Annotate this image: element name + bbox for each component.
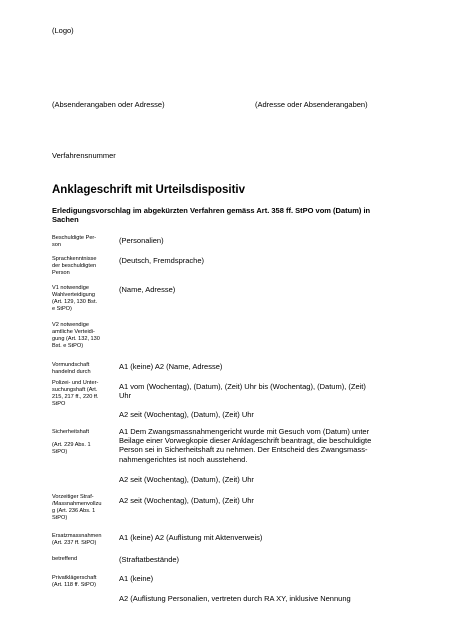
row-label: Vormundschaft handelnd durch xyxy=(52,362,91,375)
row-value: (Straftatbestände) xyxy=(119,555,180,564)
row-label: V1 notwendige Wahlverteidigung (Art. 129, 130 Bst. e StPO) xyxy=(52,285,98,312)
row-value: (Personalien) xyxy=(119,236,164,245)
logo-placeholder: (Logo) xyxy=(52,26,74,35)
row-value: (Deutsch, Fremdsprache) xyxy=(119,256,205,265)
row-value: A2 (Auflistung Personalien, vertreten durch RA XY, inklusive Nennung xyxy=(119,594,351,603)
row-value: (Name, Adresse) xyxy=(119,285,176,294)
row-value: A2 seit (Wochentag), (Datum), (Zeit) Uhr xyxy=(119,496,254,505)
row-value: A2 seit (Wochentag), (Datum), (Zeit) Uhr xyxy=(119,475,254,484)
row-label: Ersatzmassnahmen (Art. 237 ff. StPO) xyxy=(52,533,102,546)
sender-right: (Adresse oder Absenderangaben) xyxy=(255,100,368,109)
row-value: A1 vom (Wochentag), (Datum), (Zeit) Uhr bis (Wochentag), (Datum), (Zeit) Uhr xyxy=(119,382,366,401)
document-title: Anklageschrift mit Urteilsdispositiv xyxy=(52,184,245,196)
row-label: Sprachkenntnisse der beschuldigten Person xyxy=(52,256,97,276)
document-subtitle: Erledigungsvorschlag im abgekürzten Verfahren gemäss Art. 358 ff. StPO vom (Datum) in Sachen xyxy=(52,206,371,224)
row-label: Beschuldigte Per- son xyxy=(52,235,97,248)
row-label: V2 notwendige amtliche Verteidi- gung (Art. 132, 130 Bst. e StPO) xyxy=(52,322,100,349)
row-value: A1 Dem Zwangsmassnahmengericht wurde mit Gesuch vom (Datum) unter Beilage einer Vorwegkopie dieser Anklageschrift beantragt, die beschuldigte Person sei in Sicherheitshaft zu nehmen. Der Entscheid des Zwangsmass- nahmengerichtes ist noch ausstehend. xyxy=(119,427,372,464)
row-label: betreffend xyxy=(52,556,78,562)
sender-left: (Absenderangaben oder Adresse) xyxy=(52,100,165,109)
row-label: (Art. 229 Abs. 1 StPO) xyxy=(52,442,91,455)
row-value: A1 (keine) A2 (Auflistung mit Aktenverweis) xyxy=(119,533,263,542)
row-value: A2 seit (Wochentag), (Datum), (Zeit) Uhr xyxy=(119,410,254,419)
row-label: Sicherheitshaft xyxy=(52,429,90,435)
row-label: Vorzeitiger Straf- /Massnahmenvollzu g (Art. 236 Abs. 1 StPO) xyxy=(52,494,102,521)
case-number: Verfahrensnummer xyxy=(52,151,116,160)
row-label: Privatklägerschaft (Art. 118 ff. StPO) xyxy=(52,575,97,588)
row-value: A1 (keine) xyxy=(119,574,154,583)
row-value: A1 (keine) A2 (Name, Adresse) xyxy=(119,362,223,371)
row-label: Polizei- und Unter- suchungshaft (Art. 215, 217 ff., 220 ff. StPO xyxy=(52,380,99,407)
